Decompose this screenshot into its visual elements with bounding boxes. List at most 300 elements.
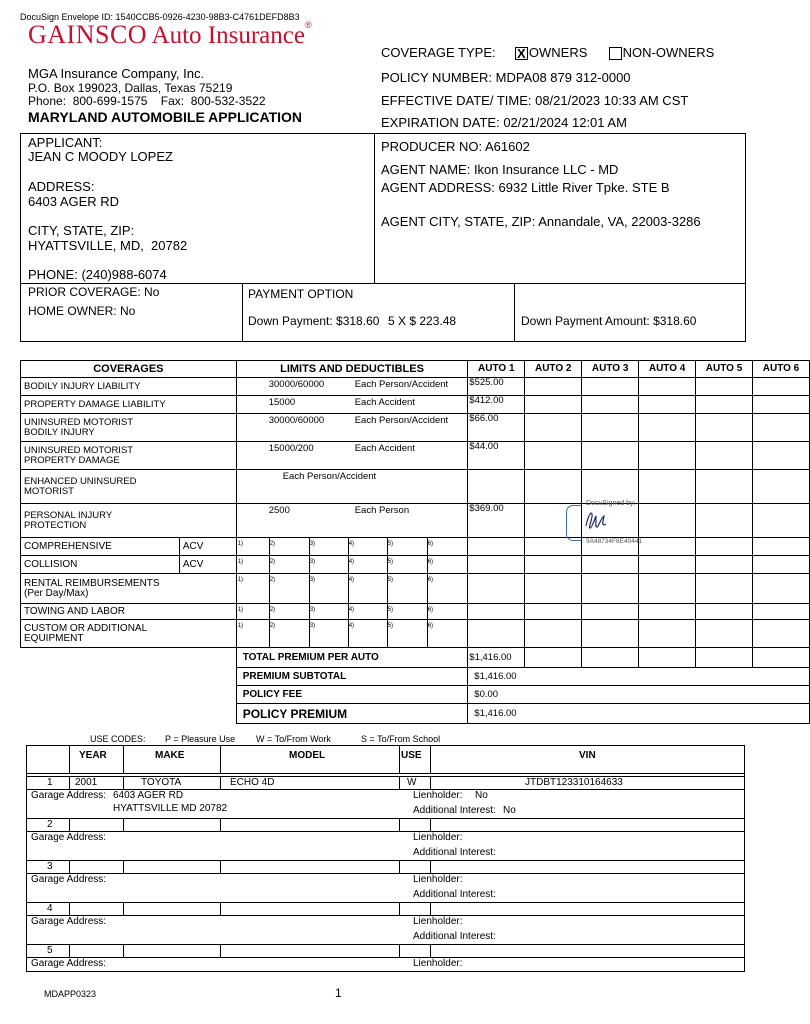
auto-5-premium-cell	[696, 470, 753, 504]
slot-divider	[427, 604, 428, 619]
totals-spacer	[21, 686, 237, 704]
limit-cell	[236, 396, 468, 414]
vehicle-col-divider	[123, 860, 124, 873]
auto-2-premium-cell	[525, 620, 582, 648]
garage-address-label: Garage Address:	[31, 832, 107, 843]
acv-label: ACV	[179, 556, 236, 574]
deductible-slot-label: 5)	[387, 607, 394, 613]
owners-checkbox[interactable]: X	[515, 47, 528, 60]
logo-gainsco-text: GAINSCO	[28, 20, 148, 49]
company-phone: Phone: 800-699-1575 Fax: 800-532-3522	[28, 94, 266, 108]
totals-label: POLICY FEE	[236, 686, 468, 704]
down-payment: Down Payment: $318.60	[248, 314, 380, 328]
deductible-slot-label: 6)	[427, 541, 434, 547]
deductible-slot-label: 6)	[427, 559, 434, 565]
slot-divider	[309, 538, 310, 555]
lienholder-value: No	[475, 790, 488, 801]
logo-auto-insurance-text: Auto Insurance	[151, 22, 305, 49]
vehicle-model-header: MODEL	[289, 750, 326, 761]
limit-value: 2500	[268, 505, 290, 516]
agent-name: AGENT NAME: Ikon Insurance LLC - MD	[381, 162, 619, 177]
coverage-row	[21, 414, 810, 442]
vehicle-col-divider	[69, 818, 70, 831]
limit-value: 15000/200	[268, 443, 314, 454]
deductible-slots-cell	[236, 538, 468, 556]
additional-interest-label: Additional Interest:	[413, 847, 496, 858]
company-address: P.O. Box 199023, Dallas, Texas 75219	[28, 81, 233, 95]
auto-2-premium-cell	[525, 442, 582, 470]
auto-6-header: AUTO 6	[753, 361, 810, 378]
vehicle-vin-header: VIN	[579, 750, 596, 761]
auto-1-premium-cell	[468, 604, 525, 620]
vehicle-col-divider	[430, 902, 431, 915]
limit-value: 30000/60000	[268, 415, 325, 426]
auto-1-premium: $412.00	[468, 396, 525, 414]
totals-label: POLICY PREMIUM	[236, 704, 468, 724]
form-title: MARYLAND AUTOMOBILE APPLICATION	[28, 109, 303, 125]
vehicle-col-divider	[430, 818, 431, 831]
auto-2-premium-cell	[525, 574, 582, 604]
auto-2-header: AUTO 2	[525, 361, 582, 378]
auto-6-premium-cell	[753, 556, 810, 574]
auto-3-premium-cell	[582, 470, 639, 504]
totals-row	[21, 686, 810, 704]
auto-4-premium-cell	[639, 620, 696, 648]
auto-5-premium-cell	[696, 414, 753, 442]
auto-4-premium-cell	[639, 378, 696, 396]
auto-6-premium-cell	[753, 504, 810, 538]
limits-header: LIMITS AND DEDUCTIBLES	[236, 361, 468, 378]
vehicle-row-line	[27, 776, 744, 777]
totals-row	[21, 668, 810, 686]
auto-5-premium-cell	[696, 442, 753, 470]
limit-description: Each Accident	[354, 397, 415, 408]
slot-divider	[387, 574, 388, 603]
garage-address-line2: HYATTSVILLE MD 20782	[113, 803, 228, 814]
deductible-slot-label: 5)	[387, 541, 394, 547]
auto-1-premium-cell	[468, 620, 525, 648]
deductible-slots-cell	[236, 556, 468, 574]
vehicle-data-row-bottom	[27, 957, 744, 958]
lienholder-label: Lienholder:	[413, 958, 463, 969]
slot-divider	[269, 604, 270, 619]
deductible-slot-label: 5)	[387, 623, 394, 629]
garage-address-label: Garage Address:	[31, 874, 107, 885]
limit-cell	[236, 414, 468, 442]
auto-2-premium-cell	[525, 414, 582, 442]
deductible-slot-label: 2)	[269, 607, 276, 613]
slot-divider	[269, 620, 270, 647]
coverage-name: RENTAL REIMBURSEMENTS (Per Day/Max)	[21, 574, 237, 604]
coverage-row	[21, 556, 810, 574]
totals-spacer	[21, 648, 237, 668]
vehicle-col-divider	[399, 902, 400, 915]
vehicle-col-divider	[69, 776, 70, 789]
vehicle-row-line	[27, 818, 744, 819]
vehicle-col-divider	[220, 860, 221, 873]
slot-divider	[269, 538, 270, 555]
vehicle-col-divider	[123, 776, 124, 789]
auto-6-premium-cell	[753, 378, 810, 396]
slot-divider	[348, 620, 349, 647]
auto-5-premium-cell	[696, 604, 753, 620]
coverages-table	[20, 360, 810, 724]
auto-3-premium-cell	[582, 556, 639, 574]
auto-1-premium-cell	[468, 538, 525, 556]
use-codes-label: USE CODES:	[90, 734, 146, 744]
vehicle-col-divider	[430, 776, 431, 789]
docusign-code: 9A48734F8E40441	[586, 538, 643, 545]
coverage-row	[21, 396, 810, 414]
auto-3-premium-cell	[582, 442, 639, 470]
vehicle-col-divider	[399, 818, 400, 831]
coverage-name: ENHANCED UNINSURED MOTORIST	[21, 470, 237, 504]
vehicle-col-divider	[220, 776, 221, 789]
slot-divider	[348, 574, 349, 603]
vehicle-row-line	[27, 860, 744, 861]
auto-5-premium-cell	[696, 538, 753, 556]
slot-divider	[387, 604, 388, 619]
limit-value: 30000/60000	[268, 379, 325, 390]
additional-interest-label: Additional Interest:	[413, 889, 496, 900]
totals-value: $1,416.00	[468, 648, 525, 668]
lienholder-label: Lienholder:	[413, 832, 463, 843]
deductible-slot-label: 2)	[269, 623, 276, 629]
auto-6-premium-cell	[753, 396, 810, 414]
garage-address-label: Garage Address:	[31, 790, 107, 801]
coverage-name: PERSONAL INJURY PROTECTION	[21, 504, 237, 538]
deductible-slot-label: 2)	[269, 577, 276, 583]
gainsco-logo	[28, 20, 312, 50]
auto-6-total-cell	[753, 648, 810, 668]
slot-divider	[427, 574, 428, 603]
deductible-slot-label: 3)	[309, 559, 316, 565]
vehicle-row-line	[27, 944, 744, 945]
installments: 5 X $ 223.48	[388, 314, 457, 328]
applicant-address: 6403 AGER RD	[28, 194, 120, 209]
auto-4-premium-cell	[639, 604, 696, 620]
vehicle-table	[26, 745, 745, 972]
auto-6-premium-cell	[753, 538, 810, 556]
slot-divider	[387, 556, 388, 573]
vehicle-col-divider	[220, 902, 221, 915]
vehicle-use: W	[407, 777, 417, 788]
coverage-type-label: COVERAGE TYPE:	[381, 45, 496, 60]
totals-value: $0.00	[468, 686, 810, 704]
auto-6-premium-cell	[753, 470, 810, 504]
home-owner: HOME OWNER: No	[28, 304, 136, 318]
vehicle-col-divider	[69, 944, 70, 957]
limit-description: Each Person/Accident	[282, 471, 377, 482]
limit-description: Each Person	[354, 505, 410, 516]
limit-description: Each Person/Accident	[354, 379, 449, 390]
applicant-label: APPLICANT:	[28, 135, 103, 150]
auto-6-premium-cell	[753, 574, 810, 604]
limit-description: Each Person/Accident	[354, 415, 449, 426]
auto-5-total-cell	[696, 648, 753, 668]
coverages-header: COVERAGES	[21, 361, 237, 378]
auto-2-premium-cell	[525, 378, 582, 396]
deductible-slot-label: 6)	[427, 623, 434, 629]
vehicle-col-divider	[399, 944, 400, 957]
page-number: 1	[335, 986, 342, 1000]
lienholder-label: Lienholder:	[413, 790, 463, 801]
deductible-slot-label: 2)	[269, 559, 276, 565]
vehicle-data-row-bottom	[27, 831, 744, 832]
form-code: MDAPP0323	[44, 989, 97, 999]
vehicle-col-divider	[123, 944, 124, 957]
auto-3-premium-cell	[582, 414, 639, 442]
auto-1-premium: $44.00	[468, 442, 525, 470]
vehicle-data-row-bottom	[27, 915, 744, 916]
auto-5-header: AUTO 5	[696, 361, 753, 378]
auto-4-premium-cell	[639, 470, 696, 504]
auto-6-premium-cell	[753, 414, 810, 442]
vehicle-make: TOYOTA	[141, 777, 182, 788]
slot-divider	[387, 538, 388, 555]
vehicle-col-divider	[430, 860, 431, 873]
payment-option-label: PAYMENT OPTION	[248, 287, 354, 301]
address-label: ADDRESS:	[28, 179, 95, 194]
deductible-slot-label: 1)	[237, 623, 244, 629]
slot-divider	[309, 574, 310, 603]
deductible-slot-label: 1)	[237, 577, 244, 583]
auto-2-premium-cell	[525, 470, 582, 504]
totals-label: PREMIUM SUBTOTAL	[236, 668, 468, 686]
vehicle-col-divider	[123, 746, 124, 773]
auto-5-premium-cell	[696, 504, 753, 538]
totals-spacer	[21, 668, 237, 686]
slot-divider	[427, 538, 428, 555]
docusign-initials-stamp	[566, 500, 666, 544]
additional-interest-label: Additional Interest:	[413, 805, 496, 816]
auto-4-header: AUTO 4	[639, 361, 696, 378]
limit-value: 15000	[268, 397, 296, 408]
auto-1-header: AUTO 1	[468, 361, 525, 378]
vehicle-col-divider	[69, 860, 70, 873]
auto-5-premium-cell	[696, 378, 753, 396]
deductible-slot-label: 4)	[348, 559, 355, 565]
vehicle-year-header: YEAR	[79, 750, 107, 761]
totals-row	[21, 648, 810, 668]
vehicle-col-divider	[220, 746, 221, 773]
auto-6-premium-cell	[753, 442, 810, 470]
totals-spacer	[21, 704, 237, 724]
coverage-row	[21, 504, 810, 538]
vehicle-col-divider	[430, 746, 431, 773]
applicant-name: JEAN C MOODY LOPEZ	[28, 149, 173, 164]
policy-number: POLICY NUMBER: MDPA08 879 312-0000	[381, 70, 631, 85]
slot-divider	[427, 620, 428, 647]
vehicle-col-divider	[123, 818, 124, 831]
auto-3-premium-cell	[582, 378, 639, 396]
prior-coverage: PRIOR COVERAGE: No	[28, 285, 160, 299]
deductible-slot-label: 3)	[309, 607, 316, 613]
deductible-slot-label: 3)	[309, 577, 316, 583]
auto-1-premium-cell	[468, 574, 525, 604]
non-owners-label: NON-OWNERS	[622, 45, 715, 60]
lienholder-label: Lienholder:	[413, 916, 463, 927]
auto-2-premium-cell	[525, 556, 582, 574]
limit-cell	[236, 470, 468, 504]
deductible-slot-label: 1)	[237, 541, 244, 547]
auto-6-premium-cell	[753, 620, 810, 648]
auto-3-premium-cell	[582, 396, 639, 414]
coverage-name: TOWING AND LABOR	[21, 604, 237, 620]
deductible-slot-label: 4)	[348, 577, 355, 583]
agent-address: AGENT ADDRESS: 6932 Little River Tpke. STE B	[381, 180, 670, 195]
coverages-header-row	[21, 361, 810, 378]
company-name: MGA Insurance Company, Inc.	[28, 66, 205, 81]
use-code-school: S = To/From School	[361, 734, 441, 744]
coverage-name: COLLISION	[21, 556, 180, 574]
auto-4-premium-cell	[639, 396, 696, 414]
limit-cell	[236, 504, 468, 538]
auto-3-total-cell	[582, 648, 639, 668]
deductible-slot-label: 6)	[427, 607, 434, 613]
vehicle-col-divider	[69, 902, 70, 915]
vehicle-number: 3	[47, 861, 53, 872]
slot-divider	[387, 620, 388, 647]
slot-divider	[427, 556, 428, 573]
slot-divider	[309, 604, 310, 619]
deductible-slot-label: 2)	[269, 541, 276, 547]
coverage-row	[21, 604, 810, 620]
garage-address-label: Garage Address:	[31, 958, 107, 969]
auto-2-total-cell	[525, 648, 582, 668]
vehicle-col-divider	[399, 746, 400, 773]
deductible-slot-label: 4)	[348, 623, 355, 629]
vehicle-col-divider	[430, 944, 431, 957]
vehicle-data-row-bottom	[27, 873, 744, 874]
garage-address-label: Garage Address:	[31, 916, 107, 927]
slot-divider	[309, 620, 310, 647]
garage-address-line1: 6403 AGER RD	[113, 790, 184, 801]
additional-interest-value: No	[503, 805, 516, 816]
deductible-slot-label: 3)	[309, 623, 316, 629]
vehicle-col-divider	[220, 818, 221, 831]
additional-interest-label: Additional Interest:	[413, 931, 496, 942]
auto-1-premium-cell	[468, 556, 525, 574]
applicant-phone: PHONE: (240)988-6074	[28, 267, 167, 282]
auto-1-premium: $369.00	[468, 504, 525, 538]
expiration-date: EXPIRATION DATE: 02/21/2024 12:01 AM	[381, 115, 627, 130]
city-label: CITY, STATE, ZIP:	[28, 223, 135, 238]
producer-no: PRODUCER NO: A61602	[381, 139, 530, 154]
coverage-name: UNINSURED MOTORIST PROPERTY DAMAGE	[21, 442, 237, 470]
auto-1-premium	[468, 470, 525, 504]
deductible-slots-cell	[236, 620, 468, 648]
vehicle-make-header: MAKE	[155, 750, 185, 761]
auto-1-premium: $66.00	[468, 414, 525, 442]
vehicle-col-divider	[69, 746, 70, 773]
applicant-city: HYATTSVILLE, MD, 20782	[28, 238, 188, 253]
down-payment-amount: Down Payment Amount: $318.60	[521, 314, 697, 328]
non-owners-checkbox[interactable]	[609, 47, 622, 60]
agent-city: AGENT CITY, STATE, ZIP: Annandale, VA, 22003-3286	[381, 214, 701, 229]
auto-4-premium-cell	[639, 442, 696, 470]
auto-5-premium-cell	[696, 556, 753, 574]
coverage-type-row	[381, 45, 714, 60]
totals-row	[21, 704, 810, 724]
totals-value: $1,416.00	[468, 704, 810, 724]
coverage-row	[21, 442, 810, 470]
vehicle-col-divider	[123, 902, 124, 915]
vehicle-model: ECHO 4D	[230, 777, 275, 788]
slot-divider	[348, 538, 349, 555]
auto-4-premium-cell	[639, 574, 696, 604]
docusigned-by-label: DocuSigned by:	[586, 500, 636, 507]
vehicle-col-divider	[220, 944, 221, 957]
vehicle-number: 5	[47, 945, 53, 956]
deductible-slot-label: 6)	[427, 577, 434, 583]
lienholder-label: Lienholder:	[413, 874, 463, 885]
slot-divider	[269, 556, 270, 573]
vehicle-header-row	[27, 746, 744, 774]
coverage-name: PROPERTY DAMAGE LIABILITY	[21, 396, 237, 414]
use-code-pleasure: P = Pleasure Use	[165, 734, 236, 744]
coverage-row	[21, 620, 810, 648]
vehicle-use-header: USE	[401, 750, 422, 761]
docusign-envelope-id: DocuSign Envelope ID: 1540CCB5-0926-4230-98B3-C4761DEFD8B3	[20, 12, 300, 22]
owners-label: OWNERS	[528, 45, 588, 60]
deductible-slots-cell	[236, 604, 468, 620]
auto-4-premium-cell	[639, 556, 696, 574]
coverage-row	[21, 470, 810, 504]
deductible-slot-label: 1)	[237, 607, 244, 613]
auto-3-premium-cell	[582, 620, 639, 648]
auto-4-total-cell	[639, 648, 696, 668]
auto-5-premium-cell	[696, 396, 753, 414]
coverage-row	[21, 378, 810, 396]
vehicle-number: 4	[47, 903, 53, 914]
deductible-slot-label: 1)	[237, 559, 244, 565]
auto-4-premium-cell	[639, 414, 696, 442]
slot-divider	[309, 556, 310, 573]
deductible-slot-label: 4)	[348, 607, 355, 613]
auto-3-premium-cell	[582, 574, 639, 604]
vehicle-vin: JTDBT123310164633	[525, 777, 623, 788]
coverage-row	[21, 574, 810, 604]
auto-5-premium-cell	[696, 574, 753, 604]
vehicle-number: 2	[47, 819, 53, 830]
limit-cell	[236, 378, 468, 396]
coverage-row	[21, 538, 810, 556]
auto-1-premium: $525.00	[468, 378, 525, 396]
coverage-name: UNINSURED MOTORIST BODILY INJURY	[21, 414, 237, 442]
slot-divider	[348, 556, 349, 573]
deductible-slot-label: 4)	[348, 541, 355, 547]
deductible-slot-label: 5)	[387, 559, 394, 565]
deductible-slots-cell	[236, 574, 468, 604]
vehicle-row-line	[27, 902, 744, 903]
coverage-name: CUSTOM OR ADDITIONAL EQUIPMENT	[21, 620, 237, 648]
slot-divider	[269, 574, 270, 603]
effective-date: EFFECTIVE DATE/ TIME: 08/21/2023 10:33 AM CST	[381, 93, 689, 108]
deductible-slot-label: 3)	[309, 541, 316, 547]
registered-mark: ®	[304, 20, 312, 30]
auto-2-premium-cell	[525, 396, 582, 414]
auto-3-premium-cell	[582, 604, 639, 620]
vehicle-number: 1	[47, 777, 53, 788]
use-code-work: W = To/From Work	[256, 734, 331, 744]
totals-value: $1,416.00	[468, 668, 810, 686]
deductible-slot-label: 5)	[387, 577, 394, 583]
limit-description: Each Accident	[354, 443, 415, 454]
slot-divider	[348, 604, 349, 619]
totals-label: TOTAL PREMIUM PER AUTO	[236, 648, 468, 668]
auto-6-premium-cell	[753, 604, 810, 620]
